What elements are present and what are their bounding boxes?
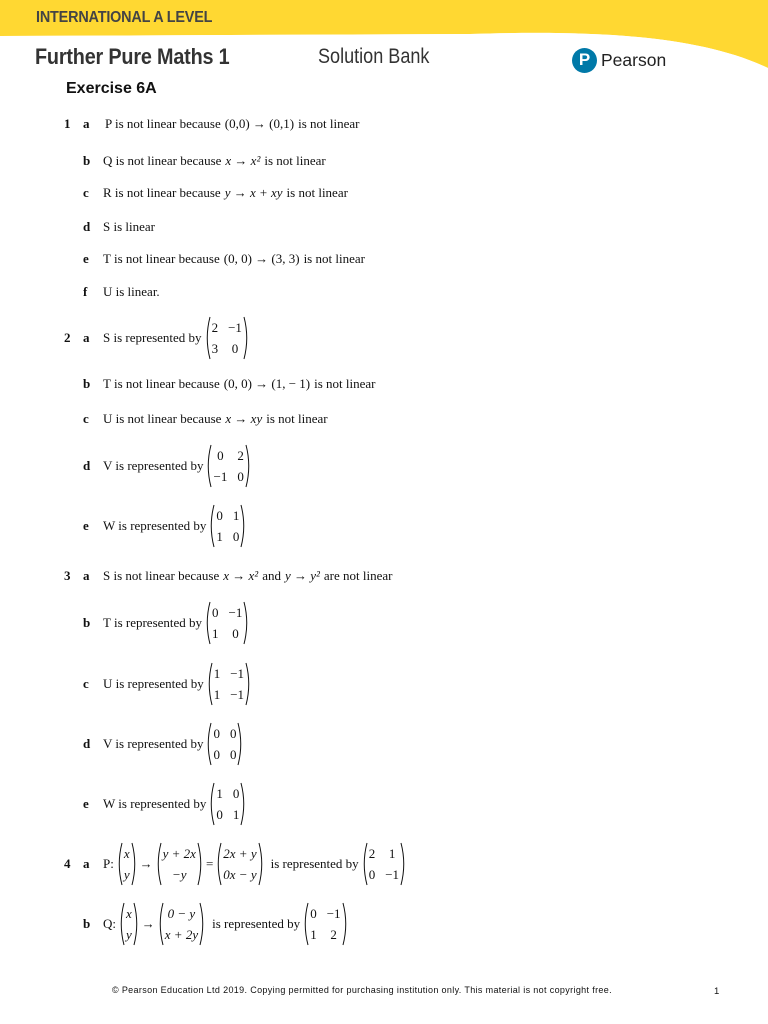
matrix-entry: −1 [213,468,228,484]
right-bracket [131,842,138,886]
answer-text: is not linear [298,116,360,131]
math-expression: y → y² [284,568,320,583]
matrix-entry: 1 [216,785,223,801]
pearson-logo-text: Pearson [601,49,667,70]
matrix-entry: −1 [230,665,245,681]
matrix-entry: 1 [310,926,317,942]
part-label: b [83,376,91,391]
transformation-label: P: [103,856,114,871]
matrix [206,662,252,706]
matrix-cells [212,722,237,766]
matrix-entry: 2 [330,926,337,942]
matrix-entry: 0 [310,905,317,921]
right-bracket [243,601,250,645]
math-expression: x → xy [225,411,263,426]
part-label: f [83,284,88,299]
matrix [204,316,250,360]
left-bracket [155,842,162,886]
left-bracket [204,316,211,360]
answer-text: T is not linear because [103,251,220,266]
part-label: b [83,153,91,168]
answer-text: V is represented by [103,458,204,473]
matrix-entry: −1 [385,866,400,882]
matrix-cells [211,601,243,645]
matrix-entry: 0 [232,625,239,641]
matrix-cells [212,444,244,488]
part-label: b [83,615,91,630]
matrix-entry: 0 [231,340,239,356]
matrix-entry: 0 [368,866,376,882]
matrix-entry: 0 [216,806,223,822]
pearson-logo [572,46,666,74]
course-title: Further Pure Maths 1 [35,44,230,69]
matrix-entry: 0 [217,447,224,463]
matrix-entry: 0 [232,528,240,544]
matrix-entry: 0 − y [167,905,196,921]
left-bracket [215,842,222,886]
matrix-entry: 2 [211,319,219,335]
maps-to-arrow: → [141,916,155,931]
answer-text: is represented by [270,856,359,871]
matrix-entry: 0 [232,785,240,801]
result-vector [215,842,264,886]
math-expression: x → x² [223,568,259,583]
answer-text: S is linear [103,219,155,234]
part-label: d [83,458,91,473]
matrix [205,722,244,766]
matrix-entry: 2x + y [223,845,257,861]
matrix-entry: y + 2x [162,845,196,861]
matrix-cells [309,902,341,946]
part-label: a [83,330,90,345]
matrix-entry: 2 [368,845,376,861]
answer-text: T is represented by [103,615,203,630]
answer-text: is not linear [286,185,348,200]
matrix-entry: 1 [388,845,396,861]
matrix-entry: 0 [212,604,219,620]
matrix-entry: x [123,845,130,861]
matrix-entry: 2 [237,447,244,463]
matrix-entry: −y [172,866,187,882]
matrix-entry: 3 [211,340,219,356]
math-expression: (0,0) → (0,1) [224,116,295,131]
matrix-cells [213,662,245,706]
part-label: c [83,185,89,200]
answer-text: U is linear. [103,284,160,299]
matrix-entry: 0 [229,725,237,741]
answer-text: R is not linear because [103,185,221,200]
matrix-entry: 1 [232,507,240,523]
pearson-logo-icon: P [572,48,597,73]
matrix-entry: y [126,926,132,942]
math-expression: y → x + xy [224,185,283,200]
transformation-label: Q: [103,916,116,931]
answer-text: S is represented by [103,330,202,345]
matrix [204,601,250,645]
math-expression: (0, 0) → (1, − 1) [223,376,311,391]
solution-bank-title: Solution Bank [318,45,430,68]
part-label: b [83,916,91,931]
matrix-cells [368,842,400,886]
part-label: c [83,676,89,691]
output-vector [157,902,206,946]
matrix-cells [125,902,133,946]
right-bracket [243,316,250,360]
answer-text: W is represented by [103,796,207,811]
matrix-entry: 1 [212,625,219,641]
question-number: 1 [64,116,71,131]
matrix-entry: 1 [213,686,221,702]
answer-text: V is represented by [103,736,204,751]
exercise-title: Exercise 6A [66,80,157,97]
part-label: a [83,116,90,131]
matrix [208,504,247,548]
matrix-cells [211,316,243,360]
matrix-entry: y [123,866,130,882]
answer-text: is not linear [264,153,326,168]
right-bracket [197,842,204,886]
matrix-entry: −1 [228,604,243,620]
right-bracket [133,902,140,946]
matrix-entry: 1 [232,806,240,822]
input-vector [118,902,140,946]
matrix [302,902,348,946]
right-bracket [258,842,265,886]
part-label: a [83,568,90,583]
left-bracket [118,902,125,946]
part-label: e [83,251,89,266]
matrix [361,842,407,886]
question-number: 2 [64,330,71,345]
right-bracket [199,902,206,946]
page-number: 1 [714,986,720,997]
part-label: d [83,219,91,234]
matrix [205,444,251,488]
left-bracket [361,842,368,886]
matrix-entry: −1 [326,905,341,921]
answer-text: and [262,568,281,583]
matrix [208,782,247,826]
left-bracket [208,504,215,548]
right-bracket [240,782,247,826]
answer-text: P is not linear because [105,116,221,131]
answer-text: U is not linear because [103,411,222,426]
part-label: d [83,736,91,751]
equals-sign: = [205,856,214,871]
right-bracket [245,444,252,488]
answer-text: is not linear [303,251,365,266]
right-bracket [240,504,247,548]
matrix-cells [162,842,197,886]
matrix-entry: x [126,905,132,921]
matrix-cells [222,842,257,886]
math-expression: (0, 0) → (3, 3) [223,251,300,266]
matrix-entry: 0 [213,746,220,762]
left-bracket [204,601,211,645]
output-vector [155,842,204,886]
matrix-entry: 0 [237,468,244,484]
answer-text: is represented by [212,916,301,931]
matrix-entry: −1 [230,686,245,702]
matrix-entry: 0 [229,746,237,762]
matrix-entry: 1 [216,528,223,544]
matrix-entry: 1 [213,665,221,681]
answer-text: is not linear [266,411,328,426]
answer-text: Q is not linear because [103,153,222,168]
matrix-entry: x + 2y [164,926,199,942]
input-vector [116,842,138,886]
answer-text: S is not linear because [103,568,220,583]
right-bracket [400,842,407,886]
answer-text: are not linear [323,568,393,583]
part-label: c [83,411,89,426]
answer-text: U is represented by [103,676,204,691]
left-bracket [205,444,212,488]
left-bracket [208,782,215,826]
right-bracket [245,662,252,706]
left-bracket [157,902,164,946]
part-label: e [83,518,89,533]
part-label: e [83,796,89,811]
question-number: 3 [64,568,71,583]
left-bracket [205,722,212,766]
left-bracket [302,902,309,946]
right-bracket [237,722,244,766]
left-bracket [116,842,123,886]
matrix-entry: 0 [216,507,223,523]
answer-text: W is represented by [103,518,207,533]
matrix-entry: 0x − y [223,866,257,882]
matrix-cells [215,782,240,826]
math-expression: x → x² [225,153,261,168]
answer-text: is not linear [314,376,376,391]
matrix-cells [123,842,131,886]
copyright-notice: © Pearson Education Ltd 2019. Copying permitted for purchasing institution only. This material is not copyright free. [112,985,612,995]
question-number: 4 [64,856,71,871]
matrix-entry: −1 [228,319,242,335]
matrix-cells [164,902,199,946]
answer-text: T is not linear because [103,376,220,391]
matrix-cells [215,504,240,548]
maps-to-arrow: → [139,856,153,871]
qualification-label: INTERNATIONAL A LEVEL [36,9,213,26]
right-bracket [342,902,349,946]
matrix-entry: 0 [213,725,220,741]
left-bracket [206,662,213,706]
part-label: a [83,856,90,871]
